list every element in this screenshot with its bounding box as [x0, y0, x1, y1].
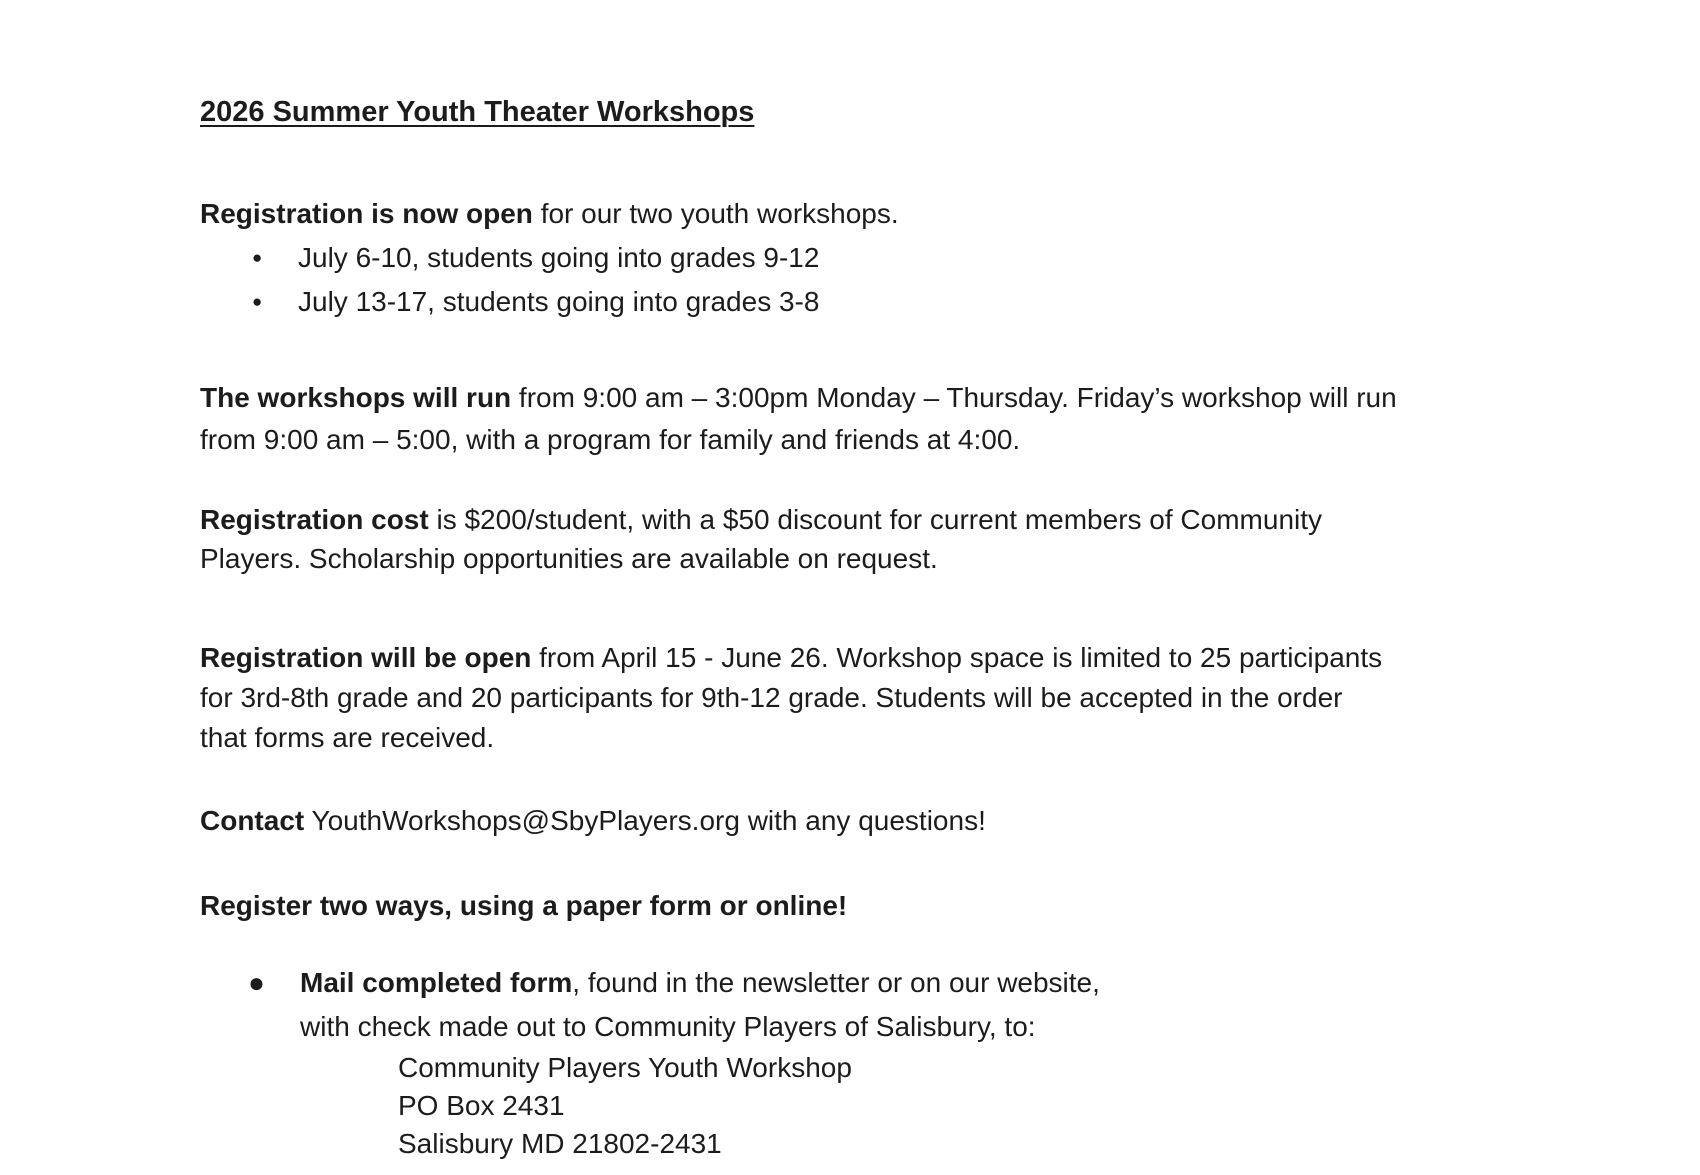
intro-bold-text: Registration is now open [200, 198, 533, 229]
bullet-icon: ● [252, 292, 263, 311]
contact-paragraph [200, 801, 1580, 841]
session-item-text: July 13-17, students going into grades 3-8 [298, 286, 820, 317]
address-line-pobox: PO Box 2431 [398, 1090, 565, 1121]
schedule-rest-text: from 9:00 am – 3:00pm Monday – Thursday. Friday’s workshop will run [511, 382, 1397, 413]
address-line-city: Salisbury MD 21802-2431 [398, 1128, 722, 1159]
schedule-bold-text: The workshops will run [200, 382, 512, 413]
cost-bold-text: Registration cost [200, 504, 429, 535]
registration-window-bold-text: Registration will be open [200, 642, 532, 673]
document-title: 2026 Summer Youth Theater Workshops [200, 96, 755, 128]
registration-window-paragraph [200, 638, 1580, 758]
contact-email-text: YouthWorkshops@SbyPlayers.org with any questions! [304, 805, 986, 836]
bullet-icon: ● [252, 248, 263, 267]
mail-option-item [200, 961, 1580, 1163]
schedule-paragraph [200, 377, 1580, 461]
cost-rest-text: is $200/student, with a $50 discount for current members of Community [428, 504, 1323, 535]
registration-window-line3-text: that forms are received. [200, 722, 495, 753]
session-list [200, 236, 1580, 324]
mail-option-content [300, 961, 1580, 1163]
session-item-grades-9-12 [200, 236, 1580, 280]
cost-line2-text: Players. Scholarship opportunities are available on request. [200, 543, 938, 574]
registration-window-line2-text: for 3rd-8th grade and 20 participants for 9th-12 grade. Students will be accepted in the order [200, 682, 1343, 713]
intro-paragraph [200, 192, 1580, 236]
registration-window-rest-text: from April 15 - June 26. Workshop space is limited to 25 participants [531, 642, 1383, 673]
mail-option-rest-text: , found in the newsletter or on our website, [572, 967, 1100, 998]
contact-bold-text: Contact [200, 805, 305, 836]
mail-option-line2: with check made out to Community Players of Salisbury, to: [300, 1011, 1036, 1042]
register-heading: Register two ways, using a paper form or online! [200, 890, 848, 921]
intro-rest-text: for our two youth workshops. [532, 198, 899, 229]
mail-address-block [398, 1049, 1580, 1163]
mail-option-line1 [300, 961, 1580, 1005]
schedule-line2-text: from 9:00 am – 5:00, with a program for family and friends at 4:00. [200, 424, 1021, 455]
bullet-icon: ● [248, 967, 265, 998]
cost-paragraph [200, 500, 1580, 578]
mail-option-bold-text: Mail completed form [300, 967, 573, 998]
session-item-text: July 6-10, students going into grades 9-12 [298, 242, 820, 273]
session-item-grades-3-8 [200, 280, 1580, 324]
address-line-name: Community Players Youth Workshop [398, 1052, 852, 1083]
